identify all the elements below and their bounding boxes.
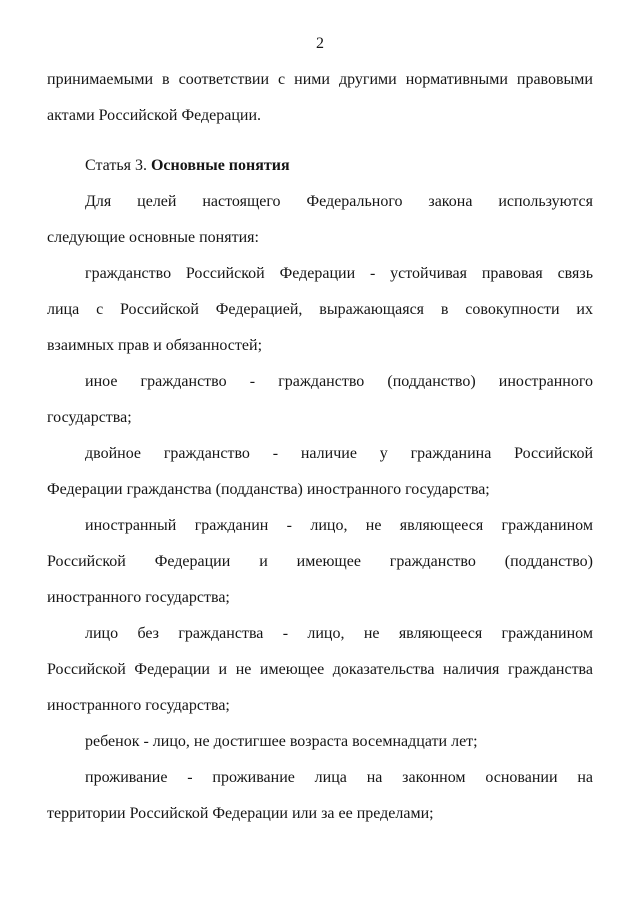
text-line: гражданство Российской Федерации - устойчивая правовая связь xyxy=(85,265,593,282)
text-line: территории Российской Федерации или за ее пределами; xyxy=(47,805,434,822)
text-line: иное гражданство - гражданство (подданство) иностранного xyxy=(85,373,593,390)
text-line: иностранного государства; xyxy=(47,697,230,714)
text-line: иностранный гражданин - лицо, не являющееся гражданином xyxy=(85,517,593,534)
paragraph-term-citizenship xyxy=(47,256,593,364)
text-line: Российской Федерации и имеющее гражданство (подданство) xyxy=(47,553,593,570)
text-line: лицо без гражданства - лицо, не являющееся гражданином xyxy=(85,625,593,642)
page-number: 2 xyxy=(316,35,324,52)
article-heading xyxy=(47,148,593,184)
paragraph-continuation xyxy=(47,62,593,134)
text-line: Российской Федерации и не имеющее доказательства наличия гражданства xyxy=(47,661,593,678)
text-line: государства; xyxy=(47,409,132,426)
text-line: лица с Российской Федерацией, выражающаяся в совокупности их xyxy=(47,301,593,318)
article-heading-number: Статья 3. xyxy=(85,157,147,174)
paragraph-term-stateless-person xyxy=(47,616,593,724)
text-line: актами Российской Федерации. xyxy=(47,107,262,124)
paragraph-term-dual-citizenship xyxy=(47,436,593,508)
text-line: Федерации гражданства (подданства) иностранного государства; xyxy=(47,481,490,498)
text-line: Для целей настоящего Федерального закона используются xyxy=(85,193,593,210)
text-line: двойное гражданство - наличие у гражданина Российской xyxy=(85,445,593,462)
paragraph-purpose xyxy=(47,184,593,256)
text-line: проживание - проживание лица на законном основании на xyxy=(85,769,593,786)
paragraph-term-residence xyxy=(47,760,593,832)
paragraph-term-foreign-citizen xyxy=(47,508,593,616)
paragraph-term-other-citizenship xyxy=(47,364,593,436)
text-line: ребенок - лицо, не достигшее возраста восемнадцати лет; xyxy=(85,733,478,750)
article-heading-title: Основные понятия xyxy=(150,157,290,174)
text-line: принимаемыми в соответствии с ними другими нормативными правовыми xyxy=(47,71,593,88)
text-line: иностранного государства; xyxy=(47,589,230,606)
text-line: следующие основные понятия: xyxy=(47,229,259,246)
text-line: взаимных прав и обязанностей; xyxy=(47,337,263,354)
paragraph-term-child xyxy=(47,724,593,760)
